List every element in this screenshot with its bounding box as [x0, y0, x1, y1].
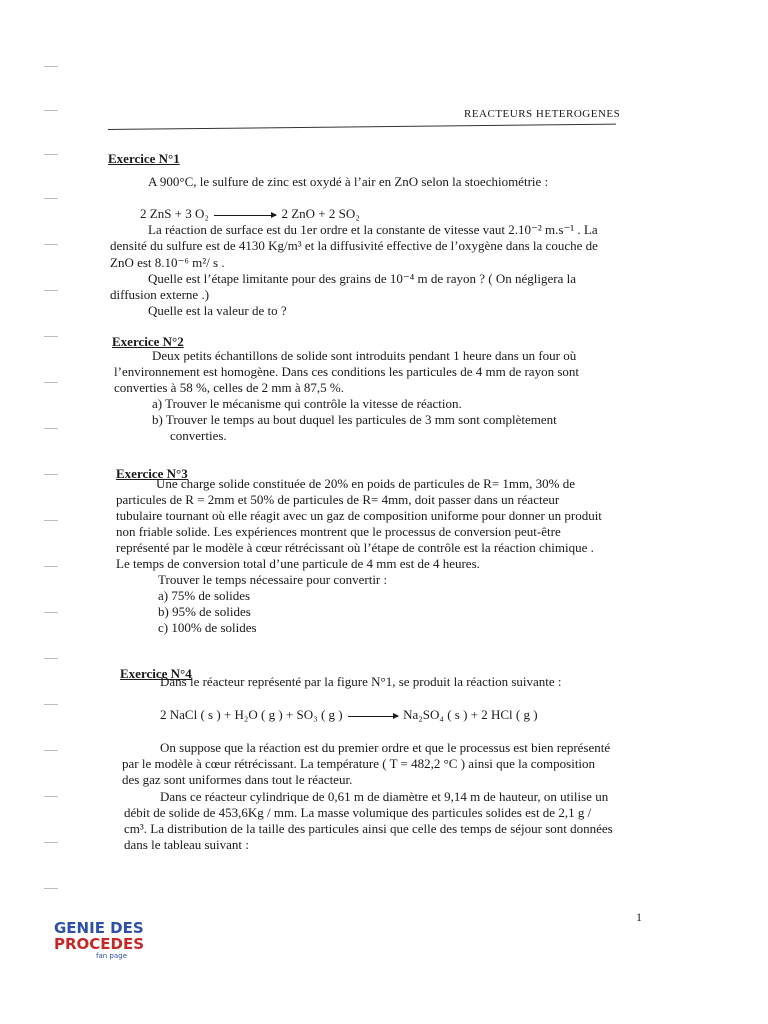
exercise-4-text: débit de solide de 453,6Kg / mm. La masse volumique des particules solides est de 2,1 g /: [124, 805, 592, 820]
logo-line-2: PROCEDES: [54, 935, 145, 953]
margin-mark: [44, 612, 58, 613]
equation-reactants: 2 ZnS + 3 O₂: [140, 206, 209, 221]
exercise-1-text: A 900°C, le sulfure de zinc est oxydé à l’air en ZnO selon la stoechiométrie :: [148, 174, 549, 189]
reaction-arrow-icon: [348, 716, 398, 717]
exercise-4-title: Exercice N°4: [120, 666, 192, 681]
exercise-2-text: converties à 58 %, celles de 2 mm à 87,5 %.: [114, 380, 344, 395]
exercise-4-text: Dans ce réacteur cylindrique de 0,61 m de diamètre et 9,14 m de hauteur, on utilise un: [160, 789, 609, 804]
logo-line-3: fan page: [96, 952, 127, 960]
logo-line-1: GENIE DES: [54, 919, 144, 937]
exercise-4-text: Dans le réacteur représenté par la figure N°1, se produit la réaction suivante :: [160, 674, 562, 689]
exercise-4-text: par le modèle à cœur rétrécissant. La température ( T = 482,2 °C ) ainsi que la composition: [122, 756, 596, 771]
margin-mark: [44, 428, 58, 429]
exercise-1-text: diffusion externe .): [110, 287, 210, 302]
exercise-1-text: ZnO est 8.10⁻⁶ m²/ s .: [110, 255, 225, 270]
exercise-4-text: cm³. La distribution de la taille des particules ainsi que celle des temps de séjour sont données: [124, 821, 613, 836]
exercise-2-title: Exercice N°2: [112, 334, 184, 349]
running-header: REACTEURS HETEROGENES: [464, 108, 621, 120]
exercise-4-equation: [160, 707, 538, 723]
reaction-arrow-icon: [214, 215, 276, 216]
equation-reactants: 2 NaCl ( s ) + H₂O ( g ) + SO₃ ( g ): [160, 707, 343, 722]
margin-mark: [44, 750, 58, 751]
page-number: 1: [636, 910, 642, 924]
exercise-2-item-a: a) Trouver le mécanisme qui contrôle la vitesse de réaction.: [152, 396, 462, 411]
margin-mark: [44, 110, 58, 111]
genie-des-procedes-logo: [54, 920, 144, 961]
exercise-3-text: Une charge solide constituée de 20% en poids de particules de R= 1mm, 30% de: [156, 476, 576, 491]
margin-mark: [44, 66, 58, 67]
margin-mark: [44, 336, 58, 337]
exercise-1-text: La réaction de surface est du 1er ordre et la constante de vitesse vaut 2.10⁻² m.s⁻¹ . La: [148, 222, 598, 237]
exercise-2-text: converties.: [170, 428, 227, 443]
margin-mark: [44, 244, 58, 245]
margin-mark: [44, 704, 58, 705]
exercise-1-text: Quelle est l’étape limitante pour des grains de 10⁻⁴ m de rayon ? ( On négligera la: [148, 271, 576, 286]
exercise-3-text: représenté par le modèle à cœur rétrécissant où l’étape de contrôle est la réaction chimique .: [116, 540, 594, 555]
exercise-3-item-a: a) 75% de solides: [158, 588, 251, 603]
margin-mark: [44, 290, 58, 291]
margin-mark: [44, 382, 58, 383]
margin-mark: [44, 520, 58, 521]
exercise-1-title: Exercice N°1: [108, 151, 180, 166]
margin-mark: [44, 842, 58, 843]
exercise-4-text: dans le tableau suivant :: [124, 837, 249, 852]
exercise-4-text: des gaz sont uniformes dans tout le réacteur.: [122, 772, 353, 787]
margin-mark: [44, 888, 58, 889]
exercise-3-text: non friable solide. Les expériences montrent que le processus de conversion peut-être: [116, 524, 561, 539]
exercise-3-text: Le temps de conversion total d’une particule de 4 mm est de 4 heures.: [116, 556, 480, 571]
exercise-3-text: Trouver le temps nécessaire pour convertir :: [158, 572, 388, 587]
exercise-1-text: densité du sulfure est de 4130 Kg/m³ et la diffusivité effective de l’oxygène dans la couche de: [110, 238, 598, 253]
exercise-3-item-b: b) 95% de solides: [158, 604, 251, 619]
exercise-3-text: tubulaire tournant où elle réagit avec un gaz de composition uniforme pour donner un produit: [116, 508, 602, 523]
exercise-2-text: l’environnement est homogène. Dans ces conditions les particules de 4 mm de rayon sont: [114, 364, 579, 379]
exercise-3-title: Exercice N°3: [116, 466, 188, 481]
equation-products: Na₂SO₄ ( s ) + 2 HCl ( g ): [403, 707, 538, 722]
exercise-1-equation: [140, 206, 360, 222]
equation-products: 2 ZnO + 2 SO₂: [281, 206, 360, 221]
margin-mark: [44, 658, 58, 659]
exercise-1-text: Quelle est la valeur de to ?: [148, 303, 287, 318]
margin-mark: [44, 566, 58, 567]
exercise-3-text: particules de R = 2mm et 50% de particules de R= 4mm, doit passer dans un réacteur: [116, 492, 560, 507]
exercise-4-text: On suppose que la réaction est du premier ordre et que le processus est bien représenté: [160, 740, 611, 755]
margin-mark: [44, 198, 58, 199]
margin-mark: [44, 474, 58, 475]
exercise-3-item-c: c) 100% de solides: [158, 620, 257, 635]
margin-mark: [44, 154, 58, 155]
exercise-2-item-b: b) Trouver le temps au bout duquel les particules de 3 mm sont complètement: [152, 412, 557, 427]
exercise-2-text: Deux petits échantillons de solide sont introduits pendant 1 heure dans un four où: [152, 348, 577, 363]
margin-mark: [44, 796, 58, 797]
header-rule: [108, 124, 616, 130]
